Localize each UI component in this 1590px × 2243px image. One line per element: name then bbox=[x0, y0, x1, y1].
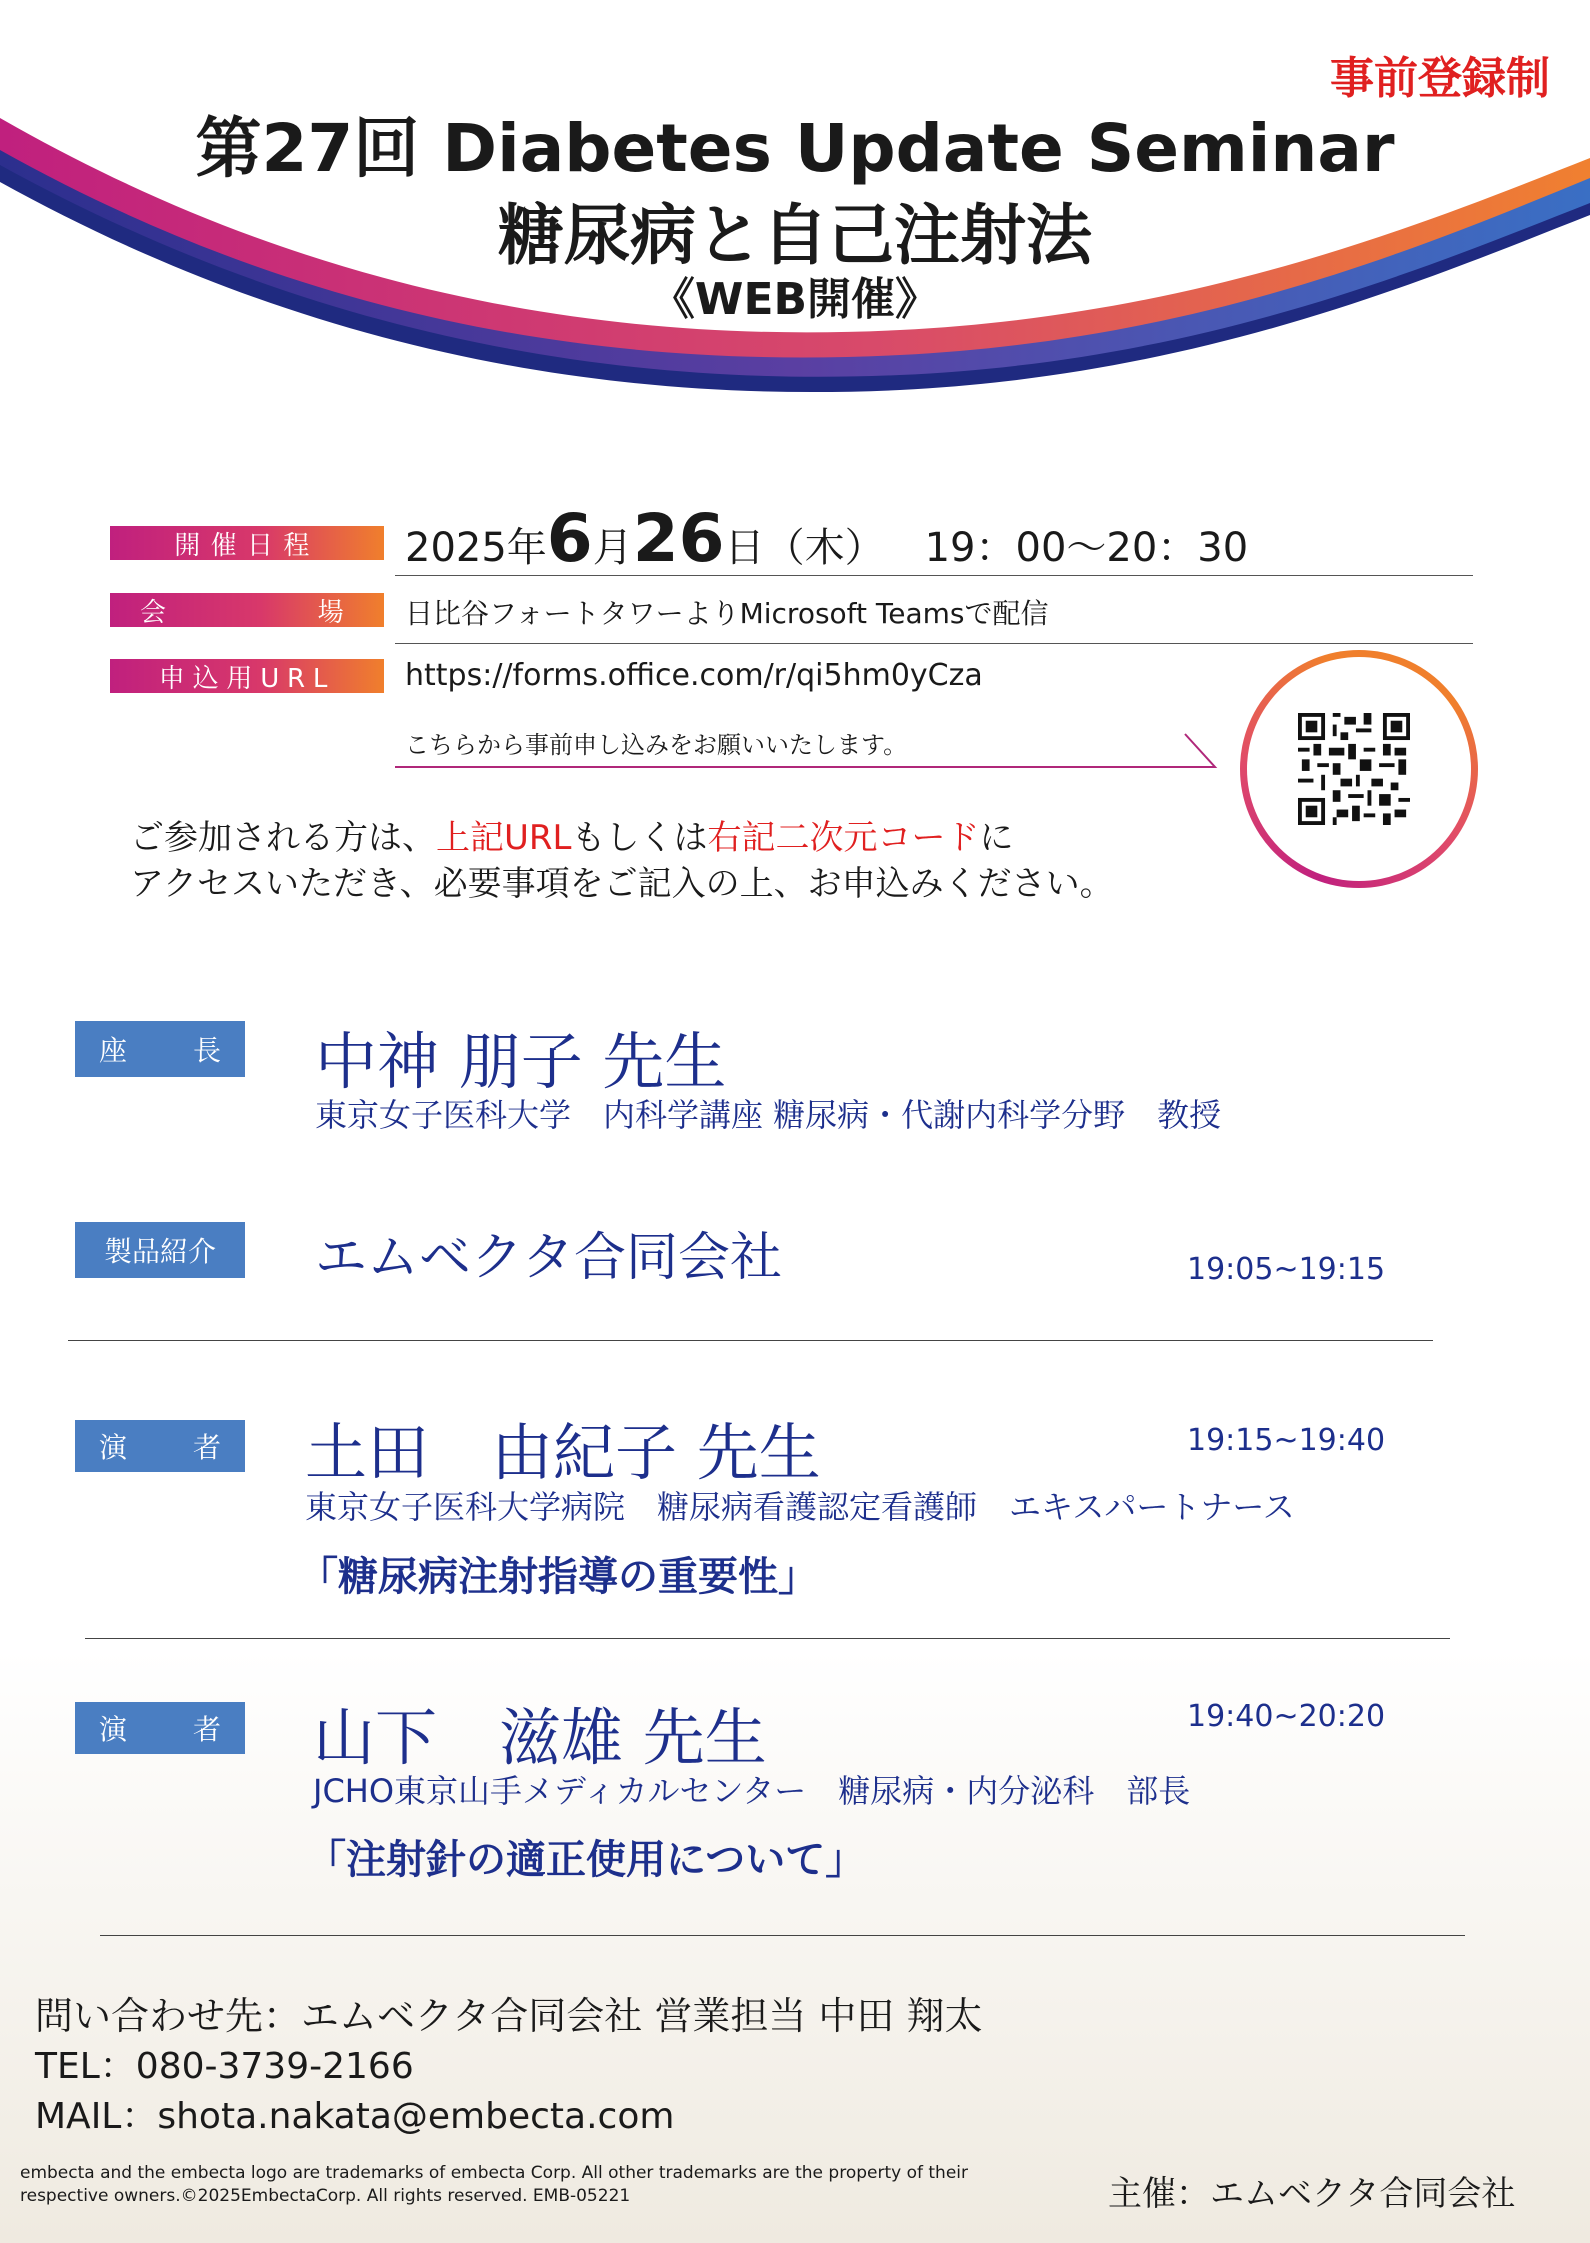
divider bbox=[395, 575, 1473, 576]
contact-mail[interactable]: MAIL：shota.nakata@embecta.com bbox=[35, 2096, 675, 2137]
divider bbox=[68, 1340, 1433, 1341]
date-weekday: （木） bbox=[764, 525, 885, 571]
seminar-subtitle: 糖尿病と自己注射法 bbox=[498, 197, 1092, 274]
date-time: 19：00〜20：30 bbox=[924, 525, 1249, 571]
product-label: 製品紹介 bbox=[75, 1222, 245, 1278]
divider bbox=[100, 1935, 1465, 1936]
date-day: 26 bbox=[632, 500, 725, 577]
date-month: 6 bbox=[546, 500, 593, 577]
date-day-unit: 日 bbox=[724, 525, 765, 571]
access-instruction-line1: ご参加される方は、上記URLもしくは右記二次元コードに bbox=[130, 818, 1014, 858]
web-format-note: 《WEB開催》 bbox=[650, 274, 940, 325]
chair-name: 中神 朋子 先生 bbox=[315, 1025, 727, 1098]
event-date bbox=[405, 500, 1248, 577]
divider bbox=[85, 1638, 1450, 1639]
chair-label: 座 長 bbox=[75, 1021, 245, 1077]
legal-notice-line1: embecta and the embecta logo are trademarks of embecta Corp. All other trademarks are the property of their bbox=[20, 2163, 968, 2183]
product-time: 19:05~19:15 bbox=[1187, 1252, 1386, 1287]
date-month-unit: 月 bbox=[592, 525, 633, 571]
speaker2-affiliation: JCHO東京山手メディカルセンター 糖尿病・内分泌科 部長 bbox=[313, 1772, 1191, 1810]
speaker2-label: 演 者 bbox=[75, 1702, 245, 1754]
speaker2-talk-title: 「注射針の適正使用について」 bbox=[306, 1837, 866, 1883]
legal-notice-line2: respective owners.©2025EmbectaCorp. All rights reserved. EMB-05221 bbox=[20, 2186, 631, 2206]
apply-note: こちらから事前申し込みをお願いいたします。 bbox=[405, 731, 908, 759]
divider bbox=[395, 643, 1473, 644]
speaker1-label: 演 者 bbox=[75, 1420, 245, 1472]
qr-code-icon[interactable] bbox=[1298, 713, 1410, 825]
seminar-title: 第27回 Diabetes Update Seminar bbox=[195, 110, 1395, 187]
speaker1-talk-title: 「糖尿病注射指導の重要性」 bbox=[298, 1554, 818, 1600]
date-year: 2025年 bbox=[405, 525, 547, 571]
contact-inquiry: 問い合わせ先：エムベクタ合同会社 営業担当 中田 翔太 bbox=[35, 1994, 983, 2038]
speaker1-time: 19:15~19:40 bbox=[1187, 1423, 1386, 1458]
venue-value: 日比谷フォートタワーよりMicrosoft Teamsで配信 bbox=[405, 597, 1049, 630]
contact-tel[interactable]: TEL：080-3739-2166 bbox=[35, 2046, 414, 2087]
pointer-line bbox=[395, 732, 1225, 772]
url-label: 申込用URL bbox=[110, 659, 384, 693]
speaker1-affiliation: 東京女子医科大学病院 糖尿病看護認定看護師 エキスパートナース bbox=[305, 1488, 1295, 1526]
speaker2-time: 19:40~20:20 bbox=[1187, 1699, 1386, 1734]
speaker1-name: 土田 由紀子 先生 bbox=[305, 1416, 821, 1489]
venue-label: 会 場 bbox=[110, 593, 384, 627]
date-label: 開催日程 bbox=[110, 526, 384, 560]
access-instruction-line2: アクセスいただき、必要事項をご記入の上、お申込みください。 bbox=[130, 864, 1114, 904]
pre-registration-badge: 事前登録制 bbox=[1330, 53, 1550, 104]
chair-affiliation: 東京女子医科大学 内科学講座 糖尿病・代謝内科学分野 教授 bbox=[315, 1096, 1222, 1134]
product-presenter: エムベクタ合同会社 bbox=[315, 1228, 782, 1288]
registration-url-link[interactable]: https://forms.office.com/r/qi5hm0yCza bbox=[405, 658, 983, 693]
speaker2-name: 山下 滋雄 先生 bbox=[313, 1701, 767, 1774]
organizer: 主催：エムベクタ合同会社 bbox=[1108, 2174, 1516, 2214]
